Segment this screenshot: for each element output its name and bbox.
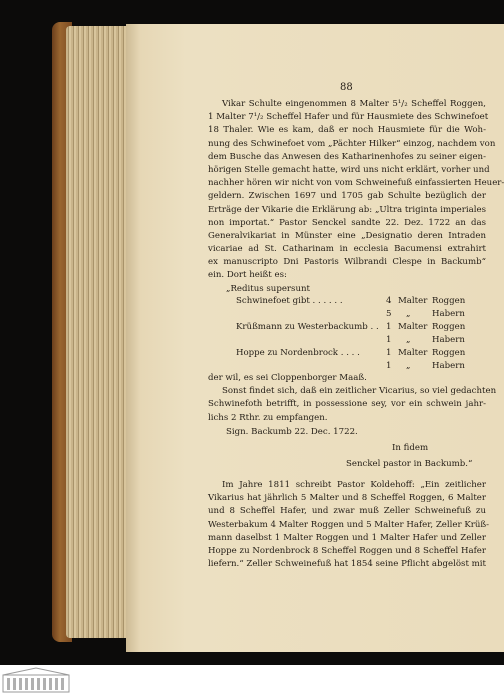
text-line: non importat.“ Pastor Senckel sandte 22. Dez. 1722 an das <box>208 217 486 228</box>
text-line: Generalvikariat in Münster eine „Designatio deren Intraden <box>208 230 486 241</box>
table-cell-grain: Roggen <box>432 322 466 332</box>
text-line: lichs 2 Rthr. zu empfangen. <box>208 412 328 423</box>
table-cell-unit: „ <box>406 361 411 371</box>
library-building-logo <box>2 667 70 693</box>
table-cell-unit: Malter <box>398 348 428 358</box>
text-line: Erträge der Vikarie die Erklärung ab: „Ultra triginta imperiales <box>208 204 486 215</box>
text-line: mann daselbst 1 Malter Roggen und 1 Malter Hafer und Zeller <box>208 532 486 543</box>
text-line: Westerbakum 4 Malter Roggen und 5 Malter Hafer, Zeller Krüß- <box>208 519 490 530</box>
text-line: Vikar Schulte eingenommen 8 Malter 5¹/₂ Scheffel Roggen, <box>222 99 486 109</box>
table-cell-qty: 1 <box>386 335 392 345</box>
text-line: geldern. Zwischen 1697 und 1705 gab Schulte bezüglich der <box>208 191 486 202</box>
table-cell-qty: 5 <box>386 309 392 319</box>
table-cell-name: Schwinefoet gibt . . . . . . <box>236 296 343 306</box>
text-line: ein. Dort heißt es: <box>208 270 287 281</box>
table-cell-name: Hoppe zu Nordenbrock . . . . <box>236 348 360 358</box>
text-line: Hoppe zu Nordenbrock 8 Scheffel Roggen und 8 Scheffel Hafer <box>208 545 486 556</box>
table-row <box>208 296 486 309</box>
paragraph-3 <box>208 479 490 571</box>
table-cell-qty: 1 <box>386 348 392 358</box>
text-line: liefern.“ Zeller Schweinefuß hat 1854 seine Pflicht abgelöst mit <box>208 559 486 570</box>
table-cell-name: Krüßmann zu Westerbackumb . . <box>236 322 379 332</box>
text-line: Im Jahre 1811 schreibt Pastor Koldehoff: „Ein zeitlicher <box>222 480 486 490</box>
text-line: 1 Malter 7¹/₂ Scheffel Hafer und für Hausmiete des Schwinefoet <box>208 112 489 123</box>
in-fidem: In fidem <box>392 443 429 453</box>
table-cell-grain: Roggen <box>432 296 466 306</box>
paragraph-2 <box>208 372 497 425</box>
table-cell-qty: 4 <box>386 296 392 306</box>
table-row <box>208 348 486 361</box>
signature-date: Sign. Backumb 22. Dec. 1722. <box>226 427 358 437</box>
text-line: Schwinefoth betrifft, in possessione sey, vor ein schwein jahr- <box>208 399 486 410</box>
signature-name: Senckel pastor in Backumb.“ <box>346 459 473 469</box>
text-line: Sonst findet sich, daß ein zeitlicher Vicarius, so viel gedachten <box>222 386 497 397</box>
table-row <box>208 335 486 348</box>
table-row <box>208 309 486 322</box>
page-edges <box>66 26 132 638</box>
table-cell-grain: Roggen <box>432 348 466 358</box>
text-line: 18 Thaler. Wie es kam, daß er noch Hausmiete für die Woh- <box>208 125 486 136</box>
text-line: ex manuscripto Dni Pastoris Wilbrandi Clespe in Backumb“ <box>208 257 486 268</box>
text-line: und 8 Scheffel Hafer, und zwar muß Zeller Schweinefuß zu <box>208 506 486 517</box>
paragraph-1 <box>208 98 504 283</box>
text-line: hörigen Stelle gemacht hatte, wird uns nicht erklärt, vorher und <box>208 164 490 175</box>
table-cell-unit: Malter <box>398 322 428 332</box>
table-cell-unit: Malter <box>398 296 428 306</box>
text-line: Vikarius hat jährlich 5 Malter und 8 Scheffel Roggen, 6 Malter <box>208 493 486 504</box>
table-cell-grain: Habern <box>432 361 465 371</box>
text-line: vicariae ad St. Catharinam in ecclesia Bacumensi extrahirt <box>208 244 486 255</box>
table-cell-grain: Habern <box>432 335 465 345</box>
table-cell-grain: Habern <box>432 309 465 319</box>
table-cell-unit: „ <box>406 309 411 319</box>
reditus-heading: „Reditus supersunt <box>226 284 310 294</box>
table-cell-qty: 1 <box>386 322 392 332</box>
text-line: nung des Schwinefoet vom „Pächter Hilker“ einzog, nachdem von <box>208 138 496 149</box>
text-line: der wil, es sei Cloppenborger Maaß. <box>208 373 367 383</box>
table-cell-qty: 1 <box>386 361 392 371</box>
page-number: 88 <box>340 82 353 93</box>
text-line: dem Busche das Anwesen des Katharinenhofes zu seiner eigen- <box>208 151 486 162</box>
text-line: nachher hören wir nicht von vom Schweinefuß einfassierten Heuer- <box>208 178 504 189</box>
table-row <box>208 322 486 335</box>
footer-bar <box>0 665 504 694</box>
table-cell-unit: „ <box>406 335 411 345</box>
